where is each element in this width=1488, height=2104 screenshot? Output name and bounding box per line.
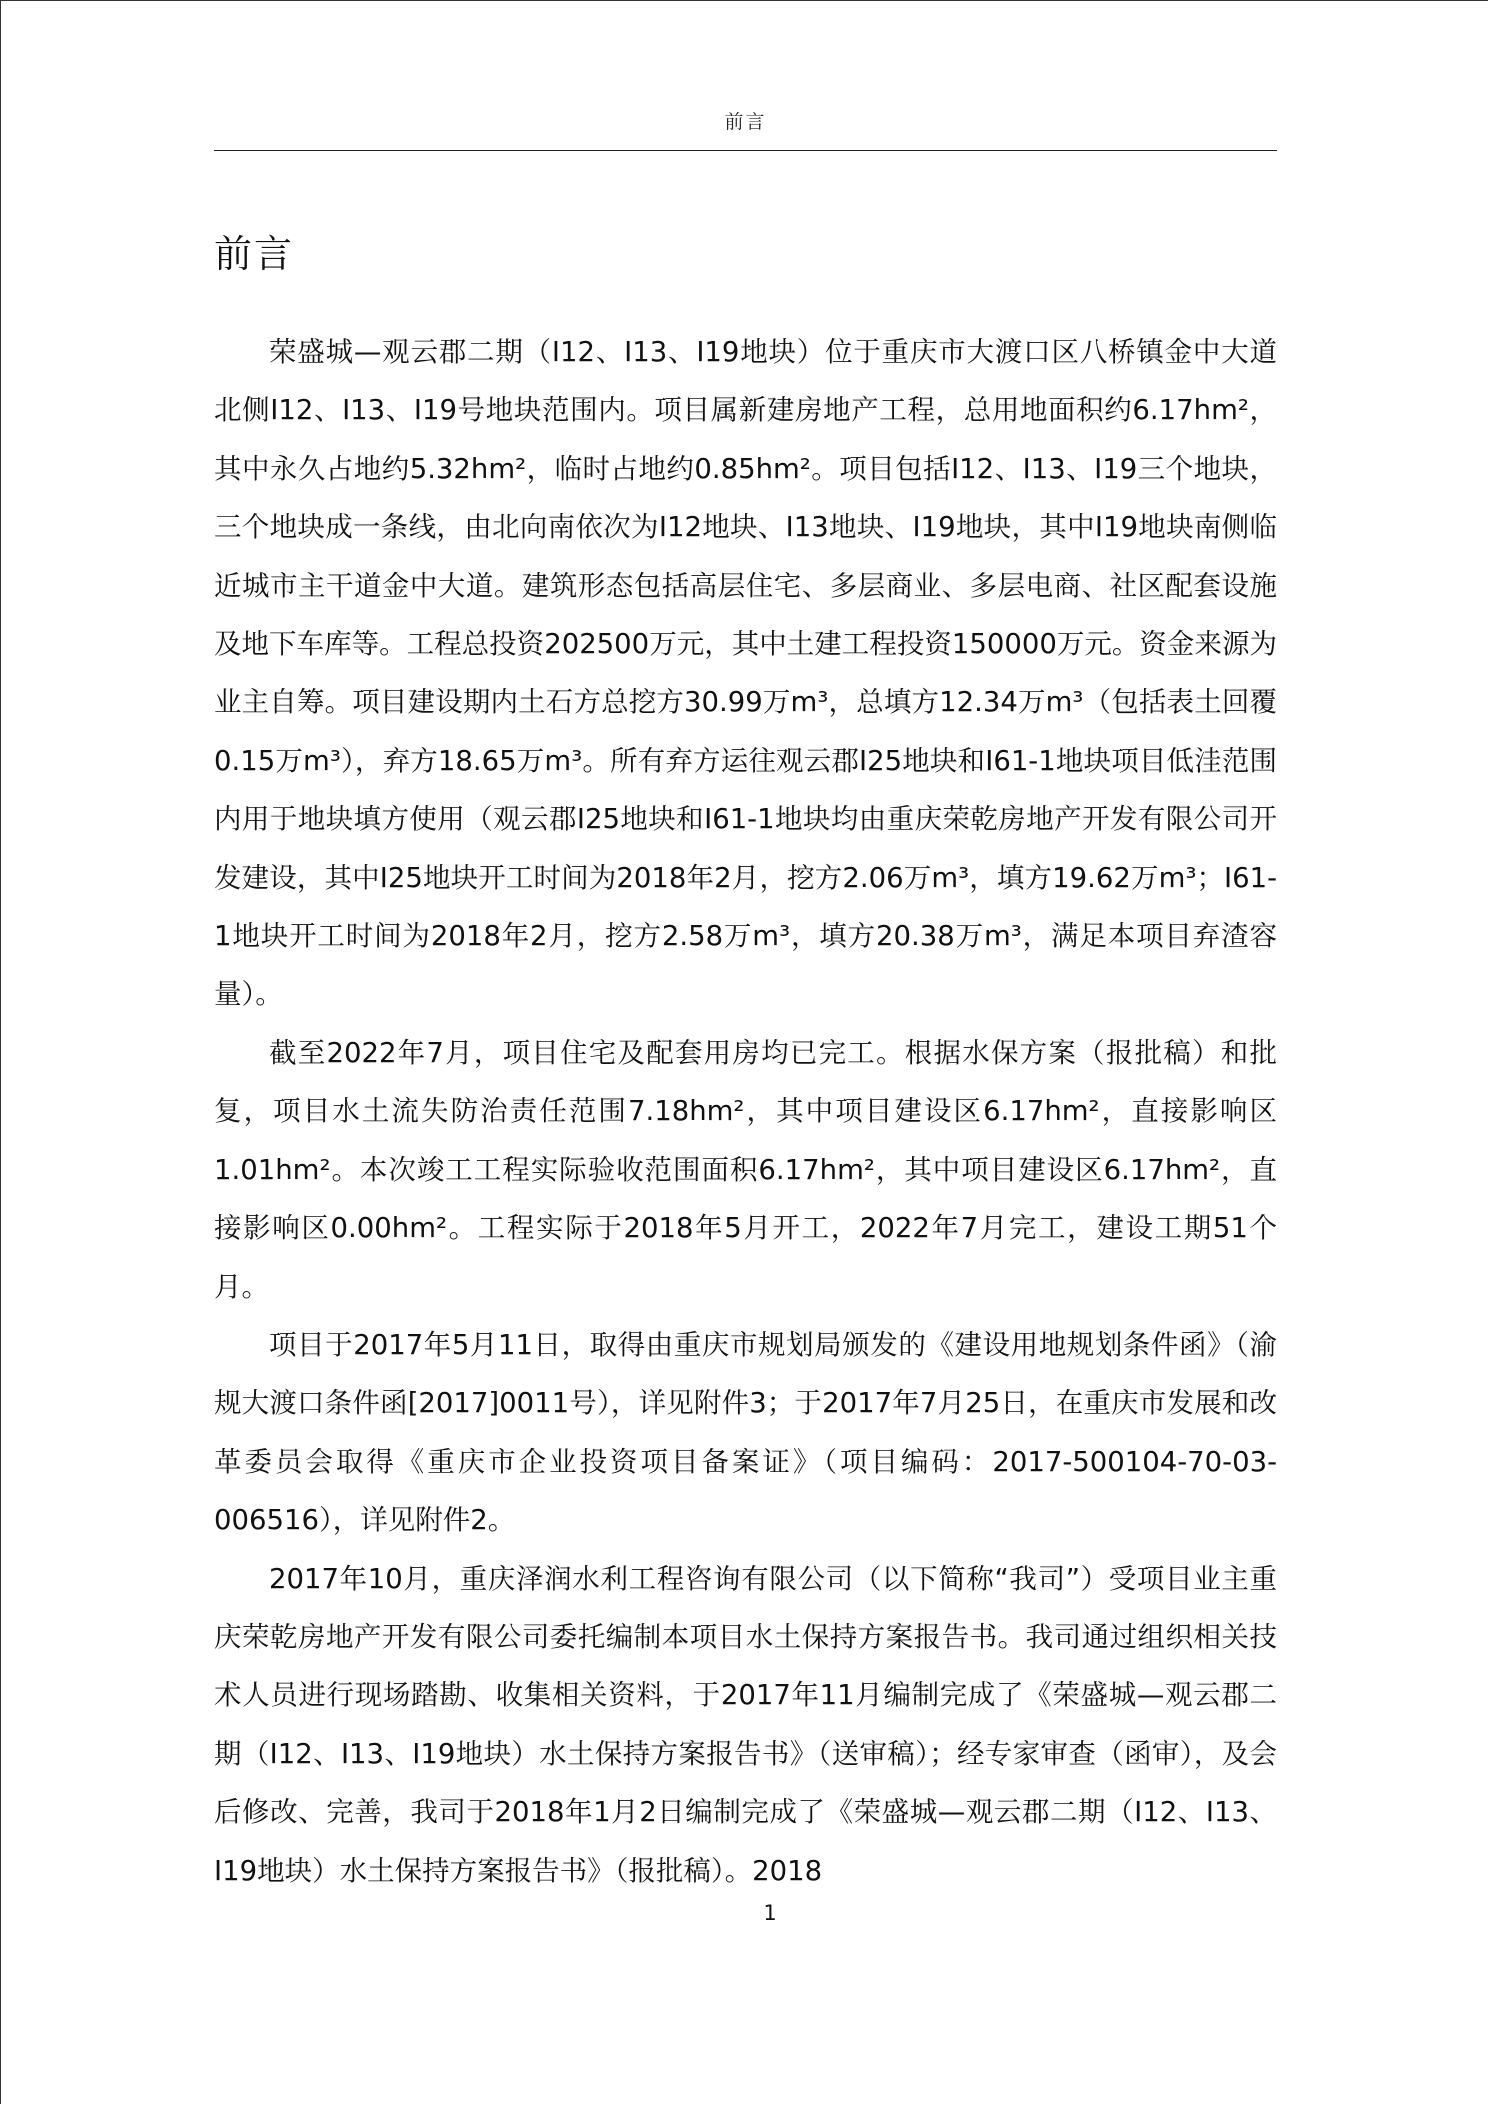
paragraph-completion-status: 截至2022年7月，项目住宅及配套用房均已完工。根据水保方案（报批稿）和批复，项目水土流失防治责任范围7.18hm²，其中项目建设区6.17hm²，直接影响区1.01hm²。本次竣工工程实际验收范围面积6.17hm²，其中项目建设区6.17hm²，直接影响区0.00hm²。工程实际于2018年5月开工，2022年7月完工，建设工期51个月。	[214, 1036, 1277, 1303]
section-title: 前言	[214, 232, 295, 276]
header-divider	[214, 150, 1277, 151]
running-header: 前言	[724, 111, 767, 133]
page-number: 1	[763, 1901, 777, 1925]
paragraph-report-preparation: 2017年10月，重庆泽润水利工程咨询有限公司（以下简称“我司”）受项目业主重庆荣乾房地产开发有限公司委托编制本项目水土保持方案报告书。我司通过组织相关技术人员进行现场踏勘、收集相关资料，于2017年11月编制完成了《荣盛城—观云郡二期（I12、I13、I19地块）水土保持方案报告书》（送审稿）；经专家审查（函审），及会后修改、完善，我司于2018年1月2日编制完成了《荣盛城—观云郡二期（I12、I13、I19地块）水土保持方案报告书》（报批稿）。2018	[214, 1562, 1278, 1887]
body-text	[214, 323, 1277, 1900]
paragraph-approvals: 项目于2017年5月11日，取得由重庆市规划局颁发的《建设用地规划条件函》（渝规大渡口条件函[2017]0011号），详见附件3；于2017年7月25日，在重庆市发展和改革委员会取得《重庆市企业投资项目备案证》（项目编码：2017-500104-70-03-006516），详见附件2。	[214, 1328, 1277, 1537]
paragraph-project-overview: 荣盛城—观云郡二期（I12、I13、I19地块）位于重庆市大渡口区八桥镇金中大道北侧I12、I13、I19号地块范围内。项目属新建房地产工程，总用地面积约6.17hm²，其中永久占地约5.32hm²，临时占地约0.85hm²。项目包括I12、I13、I19三个地块，三个地块成一条线，由北向南依次为I12地块、I13地块、I19地块，其中I19地块南侧临近城市主干道金中大道。建筑形态包括高层住宅、多层商业、多层电商、社区配套设施及地下车库等。工程总投资202500万元，其中土建工程投资150000万元。资金来源为业主自筹。项目建设期内土石方总挖方30.99万m³，总填方12.34万m³（包括表土回覆0.15万m³），弃方18.65万m³。所有弃方运往观云郡I25地块和I61-1地块项目低洼范围内用于地块填方使用（观云郡I25地块和I61-1地块均由重庆荣乾房地产开发有限公司开发建设，其中I25地块开工时间为2018年2月，挖方2.06万m³，填方19.62万m³；I61-1地块开工时间为2018年2月，挖方2.58万m³，填方20.38万m³，满足本项目弃渣容量）。	[214, 336, 1277, 1011]
